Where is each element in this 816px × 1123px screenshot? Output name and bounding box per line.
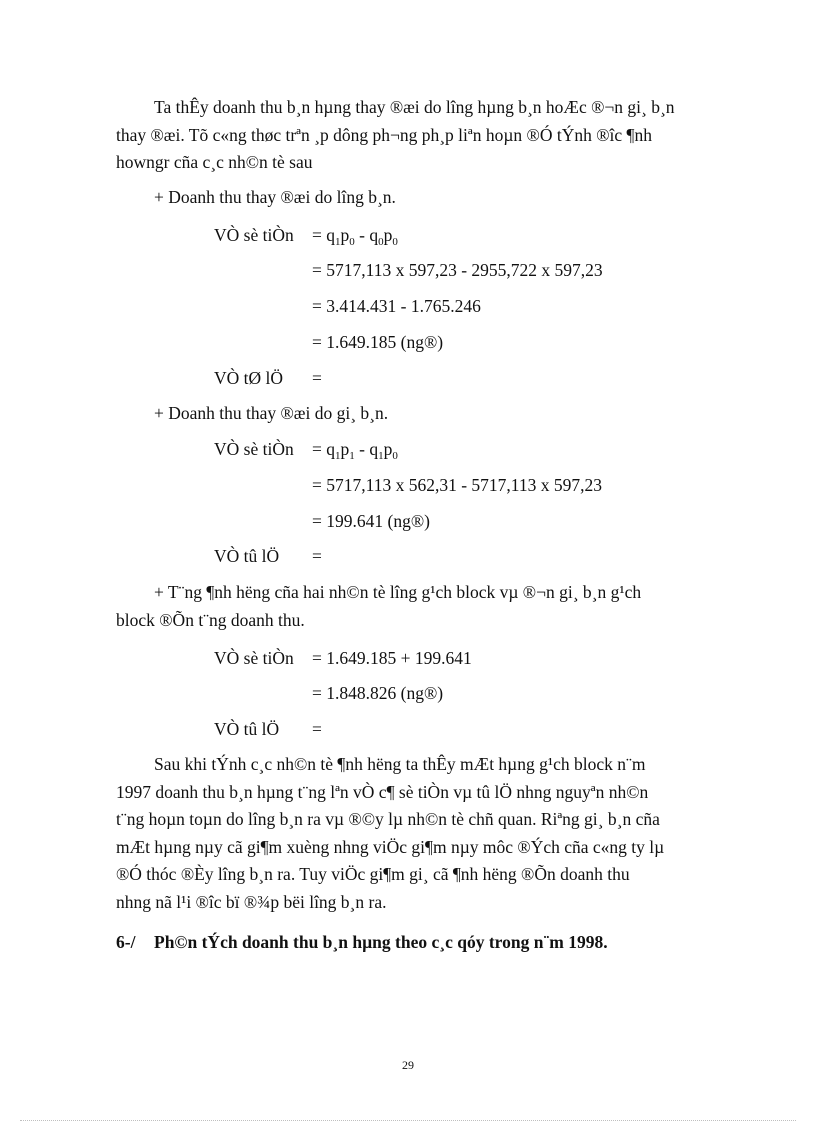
quantity-ratio-label: VÒ tØ lÖ	[214, 368, 284, 388]
formula-minus: -	[354, 439, 370, 459]
combined-ratio-equals: =	[312, 719, 322, 739]
subscript: 0	[349, 236, 355, 248]
text-line: ®Ó thóc ®Èy lîng b¸n ra. Tuy viÖc gi¶m gi¸ cã ¶nh hëng ®Õn doanh thu	[116, 864, 630, 884]
combined-step-1: = 1.649.185 + 199.641	[312, 648, 472, 668]
quantity-step-2: = 3.414.431 - 1.765.246	[312, 296, 481, 316]
quantity-effect-heading: + Doanh thu thay ®æi do lîng b¸n.	[154, 187, 396, 207]
var-p: p	[383, 439, 393, 459]
combined-step-2: = 1.848.826 (ng®)	[312, 683, 444, 703]
conclusion-paragraph	[116, 751, 738, 916]
subscript: 1	[378, 450, 384, 462]
formula-equals: =	[312, 225, 327, 245]
quantity-step-3: = 1.649.185 (ng®)	[312, 332, 444, 352]
price-amount-label: VÒ sè tiÒn	[214, 439, 294, 459]
text-line: thay ®æi. Tõ c«ng thøc trªn ¸p dông ph¬ng ph¸p liªn hoµn ®Ó tÝnh ®îc ¶nh	[116, 124, 652, 145]
section-number: 6-/	[116, 932, 136, 952]
subscript: 1	[349, 450, 355, 462]
formula-equals: =	[312, 439, 327, 459]
quantity-ratio-equals: =	[312, 368, 322, 388]
quantity-step-1: = 5717,113 x 597,23 - 2955,722 x 597,23	[312, 260, 603, 280]
subscript: 1	[335, 236, 341, 248]
page-bottom-divider	[20, 1120, 796, 1121]
text-line: Ta thÊy doanh thu b¸n hµng thay ®æi do lîng hµng b¸n hoÆc ®¬n gi¸ b¸n	[154, 97, 675, 117]
price-ratio-equals: =	[312, 546, 322, 566]
price-effect-heading: + Doanh thu thay ®æi do gi¸ b¸n.	[154, 403, 389, 423]
var-q: q	[326, 439, 335, 459]
text-line: howngr cña c¸c nh©n tè sau	[116, 152, 313, 172]
var-q: q	[369, 439, 379, 459]
var-p: p	[383, 225, 393, 245]
section-title: Ph©n tÝch doanh thu b¸n hµng theo c¸c qóy trong n¨m 1998.	[154, 932, 608, 952]
page-number: 29	[402, 1058, 414, 1072]
subscript: 0	[392, 236, 398, 248]
subscript: 0	[378, 236, 384, 248]
subscript: 0	[392, 450, 398, 462]
quantity-amount-formula	[312, 224, 398, 253]
formula-minus: -	[354, 225, 370, 245]
subscript: 1	[335, 450, 341, 462]
var-q: q	[369, 225, 379, 245]
intro-paragraph	[116, 94, 738, 177]
combined-amount-label: VÒ sè tiÒn	[214, 648, 294, 668]
text-line: nhng nã l¹i ®îc bï ®¾p bëi lîng b¸n ra.	[116, 891, 387, 912]
text-line: 1997 doanh thu b¸n hµng t¨ng lªn vÒ c¶ sè tiÒn vµ tû lÖ nhng nguyªn nh©n	[116, 781, 649, 802]
text-line: + T¨ng ¶nh hëng cña hai nh©n tè lîng g¹ch block vµ ®¬n gi¸ b¸n g¹ch	[154, 582, 642, 602]
price-amount-formula	[312, 438, 398, 467]
combined-ratio-label: VÒ tû lÖ	[214, 719, 280, 739]
text-line: t¨ng hoµn toµn do lîng b¸n ra vµ ®©y lµ nh©n tè chñ quan. Riªng gi¸ b¸n cña	[116, 809, 660, 829]
section-heading	[116, 931, 608, 953]
var-q: q	[326, 225, 335, 245]
price-step-2: = 199.641 (ng®)	[312, 511, 430, 531]
var-p: p	[340, 225, 350, 245]
price-step-1: = 5717,113 x 562,31 - 5717,113 x 597,23	[312, 475, 603, 495]
text-line: mÆt hµng nµy cã gi¶m xuèng nhng viÖc gi¶m nµy môc ®Ých cña c«ng ty lµ	[116, 836, 665, 857]
price-ratio-label: VÒ tû lÖ	[214, 546, 280, 566]
combined-effect-paragraph	[116, 579, 738, 634]
quantity-amount-label: VÒ sè tiÒn	[214, 225, 294, 245]
text-line: block ®Õn t¨ng doanh thu.	[116, 609, 305, 630]
text-line: Sau khi tÝnh c¸c nh©n tè ¶nh hëng ta thÊy mÆt hµng g¹ch block n¨m	[154, 754, 646, 774]
var-p: p	[340, 439, 350, 459]
